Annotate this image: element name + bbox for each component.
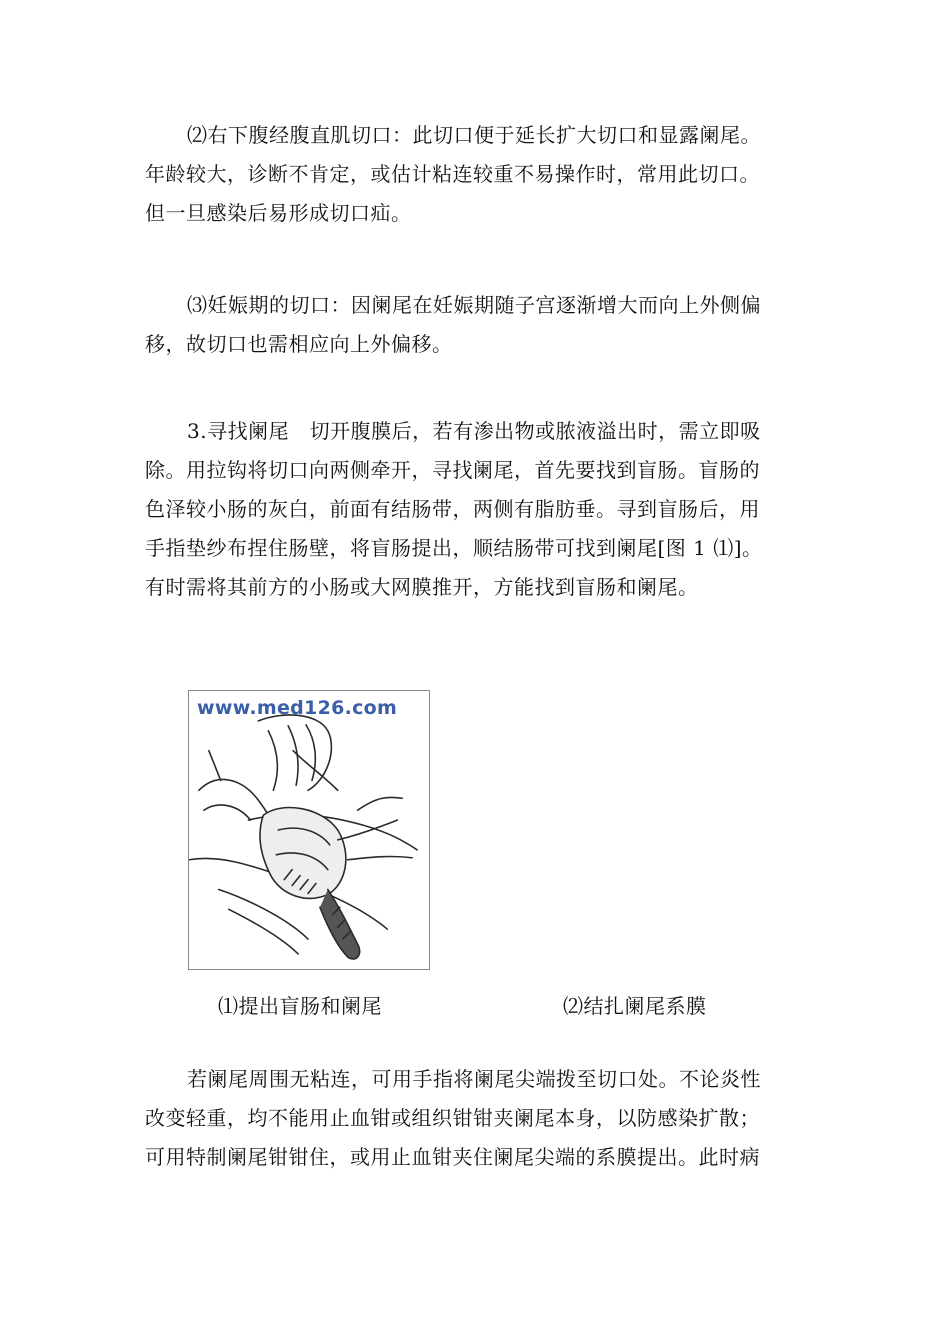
text-line: 3.寻找阑尾 切开腹膜后，若有渗出物或脓液溢出时，需立即吸 bbox=[187, 419, 761, 443]
text-line: 若阑尾周围无粘连，可用手指将阑尾尖端拨至切口处。不论炎性 bbox=[187, 1067, 761, 1091]
watermark-text: www.med126.com bbox=[197, 697, 398, 719]
figure-caption-right: ⑵结扎阑尾系膜 bbox=[563, 994, 707, 1018]
figure-caption-left: ⑴提出盲肠和阑尾 bbox=[218, 994, 382, 1018]
text-line: ⑶妊娠期的切口：因阑尾在妊娠期随子宫逐渐增大而向上外侧偏 bbox=[187, 293, 761, 317]
paragraph-incision-pregnancy bbox=[145, 286, 810, 364]
text-line: 有时需将其前方的小肠或大网膜推开，方能找到盲肠和阑尾。 bbox=[145, 575, 699, 599]
text-line: 色泽较小肠的灰白，前面有结肠带，两侧有脂肪垂。寻到盲肠后，用 bbox=[145, 497, 760, 521]
text-line: 除。用拉钩将切口向两侧牵开，寻找阑尾，首先要找到盲肠。盲肠的 bbox=[145, 458, 760, 482]
paragraph-find-appendix bbox=[145, 412, 810, 607]
text-line: 年龄较大，诊断不肯定，或估计粘连较重不易操作时，常用此切口。 bbox=[145, 162, 760, 186]
text-line: 改变轻重，均不能用止血钳或组织钳钳夹阑尾本身，以防感染扩散； bbox=[145, 1106, 760, 1130]
text-line: 手指垫纱布捏住肠壁，将盲肠提出，顺结肠带可找到阑尾[图 1 ⑴]。 bbox=[145, 536, 763, 560]
text-line: ⑵右下腹经腹直肌切口：此切口便于延长扩大切口和显露阑尾。 bbox=[187, 123, 761, 147]
text-line: 移，故切口也需相应向上外偏移。 bbox=[145, 332, 453, 356]
appendix-drawing bbox=[189, 691, 429, 969]
paragraph-incision-rectus bbox=[145, 116, 810, 233]
surgical-illustration bbox=[188, 690, 430, 970]
text-line: 但一旦感染后易形成切口疝。 bbox=[145, 201, 412, 225]
text-line: 可用特制阑尾钳钳住，或用止血钳夹住阑尾尖端的系膜提出。此时病 bbox=[145, 1145, 760, 1169]
paragraph-pull-appendix bbox=[145, 1060, 810, 1177]
